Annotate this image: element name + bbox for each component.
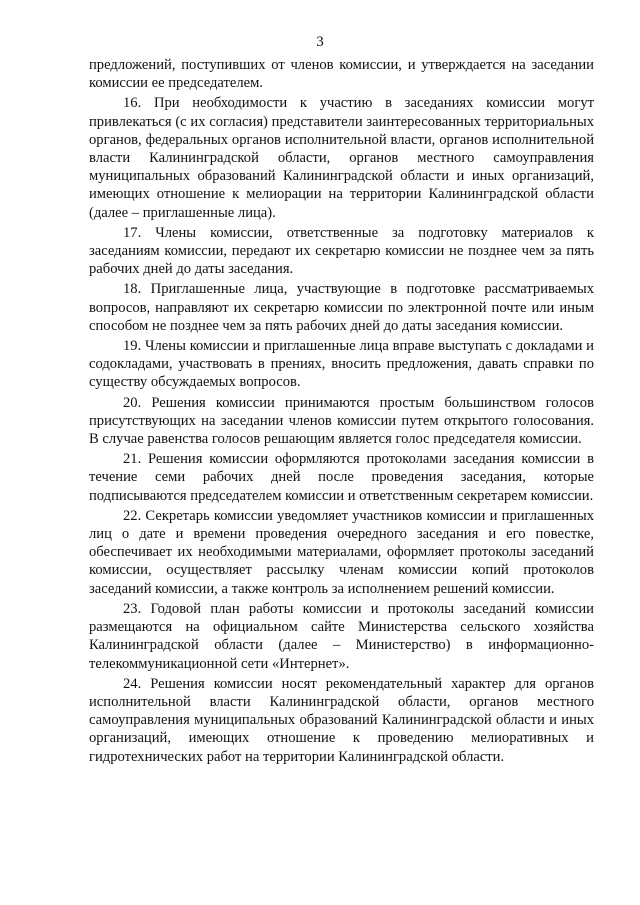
document-body — [89, 56, 594, 768]
paragraph-18: 18. Приглашенные лица, участвующие в подготовке рассматриваемых вопросов, направляют их секретарю комиссии по электронной почте или иным способом не позднее чем за пять рабочих дней до даты заседания комиссии. — [89, 281, 594, 334]
paragraph-24: 24. Решения комиссии носят рекомендательный характер для органов исполнительной власти Калининградской области, органов местного самоуправления муниципальных образований Калининградской области и иных организаций, имеющих отношение к проведению мелиоративных и гидротехнических работ на территории Калининградской области. — [89, 675, 594, 765]
paragraph-15-continuation: предложений, поступивших от членов комиссии, и утверждается на заседании комиссии ее председателем. — [89, 57, 594, 92]
paragraph-23: 23. Годовой план работы комиссии и протоколы заседаний комиссии размещаются на официальном сайте Министерства сельского хозяйства Калининградской области (далее – Министерство) в информационно-телекоммуникационной сети «Интернет». — [89, 600, 594, 672]
paragraph-21: 21. Решения комиссии оформляются протоколами заседания комиссии в течение семи рабочих дней после проведения заседания, которые подписываются председателем комиссии и ответственным секретарем комиссии. — [89, 451, 594, 504]
page-number: 3 — [316, 34, 324, 50]
paragraph-20: 20. Решения комиссии принимаются простым большинством голосов присутствующих на заседании членов комиссии путем открытого голосования. В случае равенства голосов решающим является голос председателя комиссии. — [89, 394, 594, 448]
paragraph-22: 22. Секретарь комиссии уведомляет участников комиссии и приглашенных лиц о дате и времени проведения очередного заседания и его повестке, обеспечивает их необходимыми материалами, оформляет протоколы заседаний комиссии, осуществляет рассылку членам комиссии копий протоколов заседаний комиссии, а также контроль за исполнением решений комиссии. — [89, 507, 594, 597]
paragraph-16: 16. При необходимости к участию в заседаниях комиссии могут привлекаться (с их согласия) представители заинтересованных территориальных органов, федеральных органов исполнительной власти, органов исполнительной власти Калининградской области, органов местного самоуправления муниципальных образований Калининградской области и иных организаций, имеющих отношение к мелиорации на территории Калининградской области (далее – приглашенные лица). — [89, 95, 594, 221]
paragraph-19: 19. Члены комиссии и приглашенные лица вправе выступать с докладами и содокладами, участвовать в прениях, вносить предложения, давать справки по существу обсуждаемых вопросов. — [89, 338, 594, 391]
paragraph-17: 17. Члены комиссии, ответственные за подготовку материалов к заседаниям комиссии, передают их секретарю комиссии не позднее чем за пять рабочих дней до даты заседания. — [89, 224, 594, 278]
